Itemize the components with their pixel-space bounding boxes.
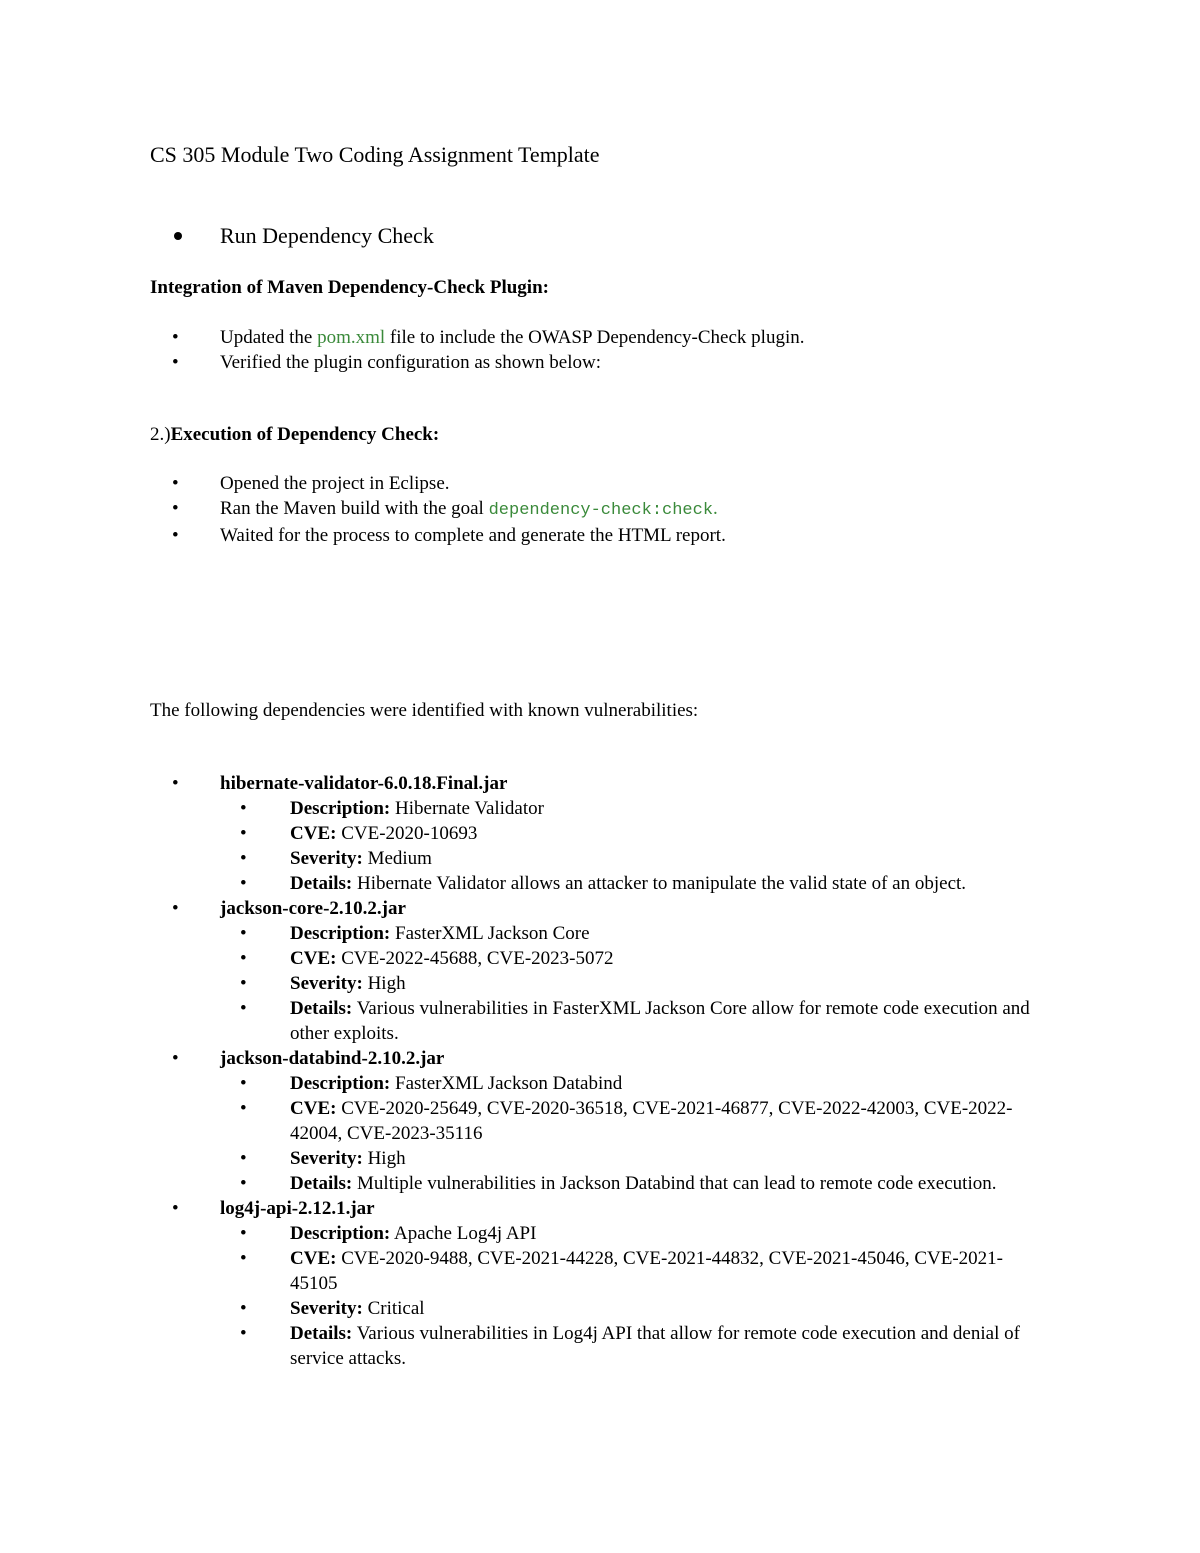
section2-heading-text: Execution of Dependency Check: [170, 424, 440, 445]
cve-label: CVE: [290, 823, 337, 844]
details-label: Details: [290, 873, 353, 894]
cve-row [220, 1096, 1050, 1146]
bullet-icon: • [240, 1223, 247, 1244]
cve-label: CVE: [290, 1098, 337, 1119]
details-value: Multiple vulnerabilities in Jackson Databind that can lead to remote code execution. [357, 1173, 997, 1194]
bullet-icon: • [172, 1198, 179, 1219]
dependency-name: jackson-databind-2.10.2.jar [220, 1048, 445, 1069]
details-label: Details: [290, 1173, 353, 1194]
item-text: Ran the Maven build with the goal [220, 498, 489, 519]
description-row [220, 921, 1050, 946]
severity-value: Medium [367, 848, 432, 869]
details-value: Hibernate Validator allows an attacker to manipulate the valid state of an object. [357, 873, 967, 894]
cve-label: CVE: [290, 1248, 337, 1269]
severity-row [220, 846, 1050, 871]
details-label: Details: [290, 998, 353, 1019]
bullet-icon: • [172, 525, 179, 546]
dependency-item [150, 1196, 1050, 1371]
description-row [220, 1071, 1050, 1096]
description-label: Description: [290, 1073, 391, 1094]
severity-row [220, 1296, 1050, 1321]
dependency-details [220, 1221, 1050, 1371]
maven-goal-code: dependency-check:check [488, 501, 714, 520]
item-text: Waited for the process to complete and generate the HTML report. [220, 525, 726, 546]
bullet-icon: • [240, 848, 247, 869]
bullet-icon: • [172, 1048, 179, 1069]
list-item [150, 471, 726, 496]
item-text: file to include the OWASP Dependency-Check plugin. [385, 327, 805, 348]
cve-value: CVE-2020-9488, CVE-2021-44228, CVE-2021-44832, CVE-2021-45046, CVE-2021-45105 [290, 1248, 1003, 1294]
description-row [220, 1221, 1050, 1246]
dependency-item [150, 1046, 1050, 1196]
section2-number: 2.) [150, 424, 171, 445]
severity-row [220, 1146, 1050, 1171]
cve-value: CVE-2020-10693 [341, 823, 478, 844]
severity-value: High [367, 1148, 406, 1169]
bullet-icon [174, 232, 182, 240]
section1-list [150, 325, 804, 375]
item-text: Opened the project in Eclipse. [220, 473, 450, 494]
severity-value: High [367, 973, 406, 994]
details-label: Details: [290, 1323, 353, 1344]
description-label: Description: [290, 1223, 391, 1244]
details-row [220, 1171, 1050, 1196]
severity-label: Severity: [290, 1148, 363, 1169]
bullet-icon: • [240, 798, 247, 819]
bullet-icon: • [240, 1173, 247, 1194]
list-item [150, 523, 726, 548]
description-row [220, 796, 1050, 821]
dependency-details [220, 1071, 1050, 1196]
list-item [150, 350, 804, 375]
details-row [220, 1321, 1050, 1371]
dependency-list [150, 771, 1050, 1371]
cve-value: CVE-2020-25649, CVE-2020-36518, CVE-2021-46877, CVE-2022-42003, CVE-2022-42004, CVE-2023-35116 [290, 1098, 1013, 1144]
bullet-icon: • [240, 1298, 247, 1319]
description-value: Hibernate Validator [395, 798, 544, 819]
severity-row [220, 971, 1050, 996]
section1-heading: Integration of Maven Dependency-Check Plugin: [150, 277, 549, 298]
details-value: Various vulnerabilities in Log4j API that allow for remote code execution and denial of service attacks. [290, 1323, 1020, 1369]
severity-label: Severity: [290, 848, 363, 869]
severity-label: Severity: [290, 1298, 363, 1319]
details-row [220, 871, 1050, 896]
dependency-item [150, 896, 1050, 1046]
details-row [220, 996, 1050, 1046]
bullet-icon: • [172, 498, 179, 519]
bullet-icon: • [240, 948, 247, 969]
bullet-icon: • [240, 873, 247, 894]
dependency-details [220, 921, 1050, 1046]
bullet-icon: • [240, 973, 247, 994]
list-item [150, 496, 726, 523]
cve-label: CVE: [290, 948, 337, 969]
bullet-icon: • [172, 327, 179, 348]
dependency-item [150, 771, 1050, 896]
list-item [150, 325, 804, 350]
bullet-icon: • [240, 1098, 247, 1119]
section2-heading [150, 424, 439, 446]
description-value: FasterXML Jackson Databind [395, 1073, 623, 1094]
description-value: Apache Log4j API [393, 1223, 537, 1244]
severity-value: Critical [367, 1298, 425, 1319]
bullet-icon: • [240, 1148, 247, 1169]
document-title: CS 305 Module Two Coding Assignment Template [150, 142, 600, 167]
bullet-icon: • [172, 773, 179, 794]
bullet-icon: • [240, 1248, 247, 1269]
bullet-icon: • [172, 352, 179, 373]
cve-row [220, 1246, 1050, 1296]
severity-label: Severity: [290, 973, 363, 994]
description-value: FasterXML Jackson Core [395, 923, 590, 944]
bullet-icon: • [240, 998, 247, 1019]
description-label: Description: [290, 798, 391, 819]
item-text: Updated the [220, 327, 318, 348]
cve-row [220, 821, 1050, 846]
run-dependency-check-label: Run Dependency Check [220, 223, 434, 248]
dependency-name: jackson-core-2.10.2.jar [220, 898, 406, 919]
run-dependency-check-bullet [150, 223, 434, 249]
details-value: Various vulnerabilities in FasterXML Jackson Core allow for remote code execution and other exploits. [290, 998, 1030, 1044]
description-label: Description: [290, 923, 391, 944]
bullet-icon: • [240, 823, 247, 844]
section2-list [150, 471, 726, 548]
bullet-icon: • [240, 923, 247, 944]
vulnerabilities-intro: The following dependencies were identified with known vulnerabilities: [150, 700, 699, 721]
bullet-icon: • [172, 473, 179, 494]
dependency-name: hibernate-validator-6.0.18.Final.jar [220, 773, 508, 794]
cve-value: CVE-2022-45688, CVE-2023-5072 [341, 948, 614, 969]
cve-row [220, 946, 1050, 971]
item-text: . [713, 498, 718, 519]
bullet-icon: • [240, 1073, 247, 1094]
bullet-icon: • [240, 1323, 247, 1344]
pom-xml-code: pom.xml [317, 327, 386, 348]
dependency-details [220, 796, 1050, 896]
item-text: Verified the plugin configuration as shown below: [220, 352, 601, 373]
bullet-icon: • [172, 898, 179, 919]
dependency-name: log4j-api-2.12.1.jar [220, 1198, 375, 1219]
